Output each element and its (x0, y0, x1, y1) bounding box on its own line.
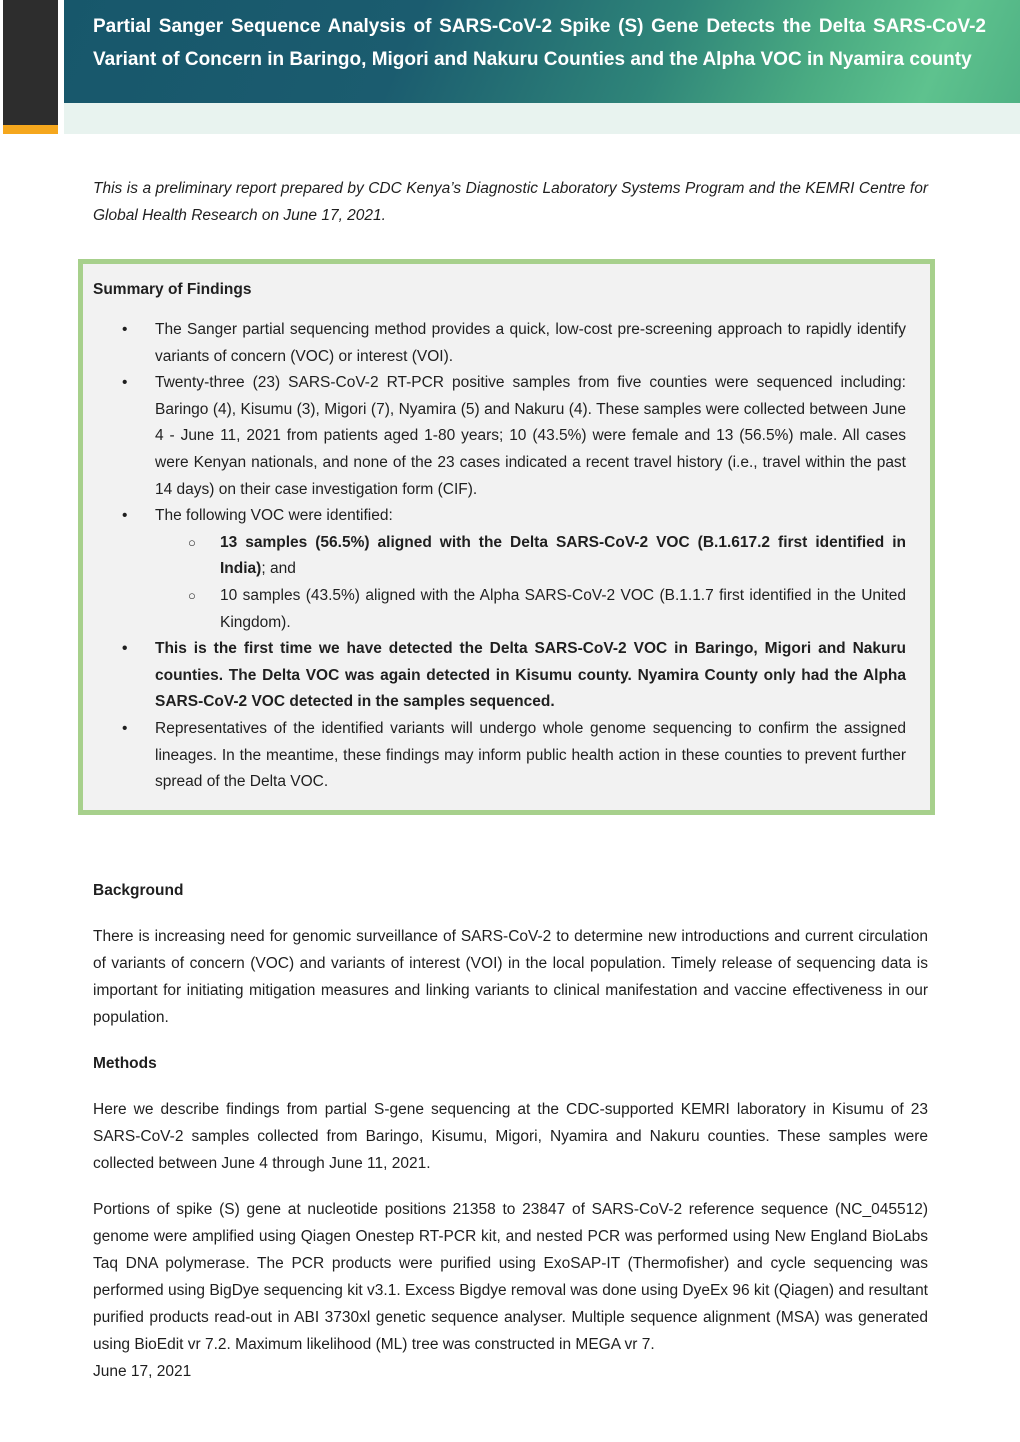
summary-bullet-text: The following VOC were identified: (155, 507, 393, 525)
summary-sub-bullet (93, 530, 906, 583)
summary-bullet (93, 370, 906, 503)
banner-strip (64, 103, 1020, 134)
summary-sub-bullet-text (220, 534, 906, 578)
summary-bullet (93, 503, 906, 530)
summary-bullet-text: This is the first time we have detected the Delta SARS-CoV-2 VOC in Baringo, Migori and Nakuru counties. The Delta VOC was again detected in Kisumu county. Nyamira County only had the Alpha SARS-CoV-2 VOC detected in the samples sequenced. (155, 640, 906, 711)
summary-sub-bullet-text (220, 587, 906, 631)
summary-bullet-text: Representatives of the identified variants will undergo whole genome sequencing to confirm the assigned lineages. In the meantime, these findings may inform public health action in these counties to prevent further spread of the Delta VOC. (155, 719, 906, 791)
methods-paragraph-2: Portions of spike (S) gene at nucleotide positions 21358 to 23847 of SARS-CoV-2 reference sequence (NC_045512) genome were amplified using Qiagen Onestep RT-PCR kit, and nested PCR was performed using New England BioLabs Taq DNA polymerase. The PCR products were purified using ExoSAP-IT (Thermofisher) and cycle sequencing was performed using BigDye sequencing kit v3.1. Excess Bigdye removal was done using DyeEx 96 kit (Qiagen) and resultant purified products read-out in ABI 3730xl genetic sequence analyser. Multiple sequence alignment (MSA) was generated using BioEdit vr 7.2. Maximum likelihood (ML) tree was constructed in MEGA vr 7. (93, 1200, 928, 1353)
summary-heading: Summary of Findings (93, 281, 252, 298)
background-paragraph: There is increasing need for genomic surveillance of SARS-CoV-2 to determine new introductions and current circulation of variants of concern (VOC) and variants of interest (VOI) in the local population. Timely release of sequencing data is important for initiating mitigation measures and linking variants to clinical manifestation and vaccine effectiveness in our population. (93, 927, 928, 1026)
report-body (0, 134, 1020, 1385)
circle-bullet-icon: ○ (188, 587, 196, 603)
sub-bullet-bold-text: 13 samples (56.5%) aligned with the Delta SARS-CoV-2 VOC (B.1.617.2 first identified in India) (220, 533, 906, 578)
bullet-icon: • (122, 374, 128, 392)
circle-bullet-icon: ○ (188, 534, 196, 550)
bullet-icon: • (122, 507, 128, 525)
methods-paragraph-1: Here we describe findings from partial S-gene sequencing at the CDC-supported KEMRI laboratory in Kisumu of 23 SARS-CoV-2 samples collected from Baringo, Kisumu, Migori, Nyamira and Nakuru counties. These samples were collected between June 4 through June 11, 2021. (93, 1100, 928, 1172)
title-banner (64, 0, 1020, 103)
summary-bullet (93, 317, 906, 370)
summary-bullet (93, 636, 906, 716)
summary-of-findings-box (78, 259, 935, 815)
background-heading: Background (93, 881, 184, 899)
bullet-icon: • (122, 321, 128, 338)
summary-bullet-text: Twenty-three (23) SARS-CoV-2 RT-PCR positive samples from five counties were sequenced including: Baringo (4), Kisumu (3), Migori (7), Nyamira (5) and Nakuru (4). These samples were collected between June 4 - June 11, 2021 from patients aged 1-80 years; 10 (43.5%) were female and 13 (56.5%) male. All cases were Kenyan nationals, and none of the 23 cases indicated a recent travel history (i.e., travel within the past 14 days) on their case investigation form (CIF). (155, 374, 906, 498)
preliminary-note: This is a preliminary report prepared by CDC Kenya’s Diagnostic Laboratory Systems Program and the KEMRI Centre for Global Health Research on June 17, 2021. (93, 180, 928, 224)
sub-bullet-regular-text: 10 samples (43.5%) aligned with the Alpha SARS-CoV-2 VOC (B.1.1.7 first identified in the United Kingdom). (220, 586, 906, 631)
summary-bullet (93, 716, 906, 796)
report-date: June 17, 2021 (93, 1362, 192, 1380)
sidebar-accent-orange (3, 125, 58, 134)
report-title: Partial Sanger Sequence Analysis of SARS-CoV-2 Spike (S) Gene Detects the Delta SARS-CoV-2 Variant of Concern in Baringo, Migori and Nakuru Counties and the Alpha VOC in Nyamira county (93, 16, 986, 70)
sub-bullet-regular-text: ; and (261, 560, 296, 578)
bullet-icon: • (122, 640, 128, 658)
summary-bullet-text: The Sanger partial sequencing method provides a quick, low-cost pre-screening approach to rapidly identify variants of concern (VOC) or interest (VOI). (155, 321, 906, 365)
summary-sub-bullet (93, 583, 906, 636)
sidebar-accent-dark (3, 0, 58, 125)
methods-heading: Methods (93, 1054, 157, 1072)
bullet-icon: • (122, 719, 128, 737)
